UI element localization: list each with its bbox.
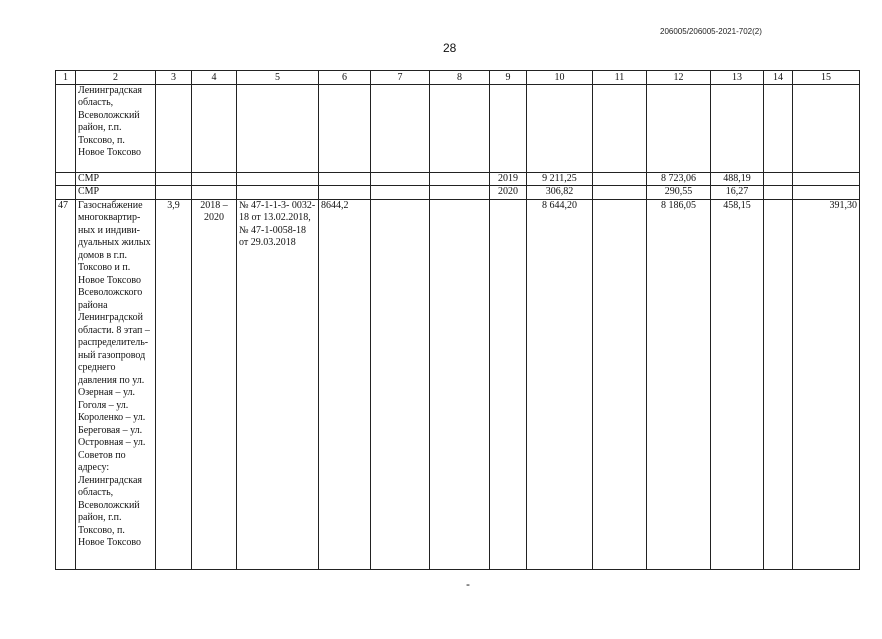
header-cell: 3 [156,71,192,85]
item-length: 3,9 [156,199,192,569]
header-cell: 9 [490,71,527,85]
item-description: Газоснабжение многоквартир- ных и индиви- дуальных жилых домов в г.п. Токсово и п. Новое Токсово Всеволожского района Ленинградской области. 8 этап – распределитель- ный газопровод среднего давления по ул. Озерная – ул. Гоголя – ул. Короленко – ул. Береговая – ул. Островная – ул. Советов по адресу: Ленинградская область, Всеволожский район, г.п. Токсово, п. Новое Токсово [76,199,156,569]
page-number: 28 [443,41,457,55]
item-col15: 391,30 [793,199,860,569]
table-row [56,186,860,199]
header-cell: 8 [430,71,490,85]
row-label: СМР [76,186,156,199]
row-col13: 488,19 [711,173,764,186]
header-cell: 13 [711,71,764,85]
data-table [55,70,860,570]
table-row [56,173,860,186]
row-col12: 290,55 [647,186,711,199]
footer-mark: - [466,577,470,591]
item-number: 47 [56,199,76,569]
item-col6: 8644,2 [319,199,371,569]
header-cell: 15 [793,71,860,85]
row-col13: 16,27 [711,186,764,199]
row-col10: 9 211,25 [527,173,593,186]
header-cell: 6 [319,71,371,85]
header-cell: 10 [527,71,593,85]
header-cell: 5 [237,71,319,85]
document-id: 206005/206005-2021-702(2) [660,27,762,36]
item-documents: № 47-1-1-3- 0032-18 от 13.02.2018, № 47-1-0058-18 от 29.03.2018 [237,199,319,569]
row-year: 2019 [490,173,527,186]
row-year: 2020 [490,186,527,199]
header-cell: 4 [192,71,237,85]
continuation-row [56,85,860,173]
header-cell: 12 [647,71,711,85]
row-label: СМР [76,173,156,186]
item-row [56,199,860,569]
continuation-description: Ленинградская область, Всеволожский район, г.п. Токсово, п. Новое Токсово [76,85,156,173]
header-cell: 2 [76,71,156,85]
header-cell: 7 [371,71,430,85]
item-col13: 458,15 [711,199,764,569]
row-col12: 8 723,06 [647,173,711,186]
header-cell: 1 [56,71,76,85]
item-period: 2018 – 2020 [192,199,237,569]
header-cell: 11 [593,71,647,85]
item-col12: 8 186,05 [647,199,711,569]
row-col10: 306,82 [527,186,593,199]
header-row [56,71,860,85]
header-cell: 14 [764,71,793,85]
item-col10: 8 644,20 [527,199,593,569]
